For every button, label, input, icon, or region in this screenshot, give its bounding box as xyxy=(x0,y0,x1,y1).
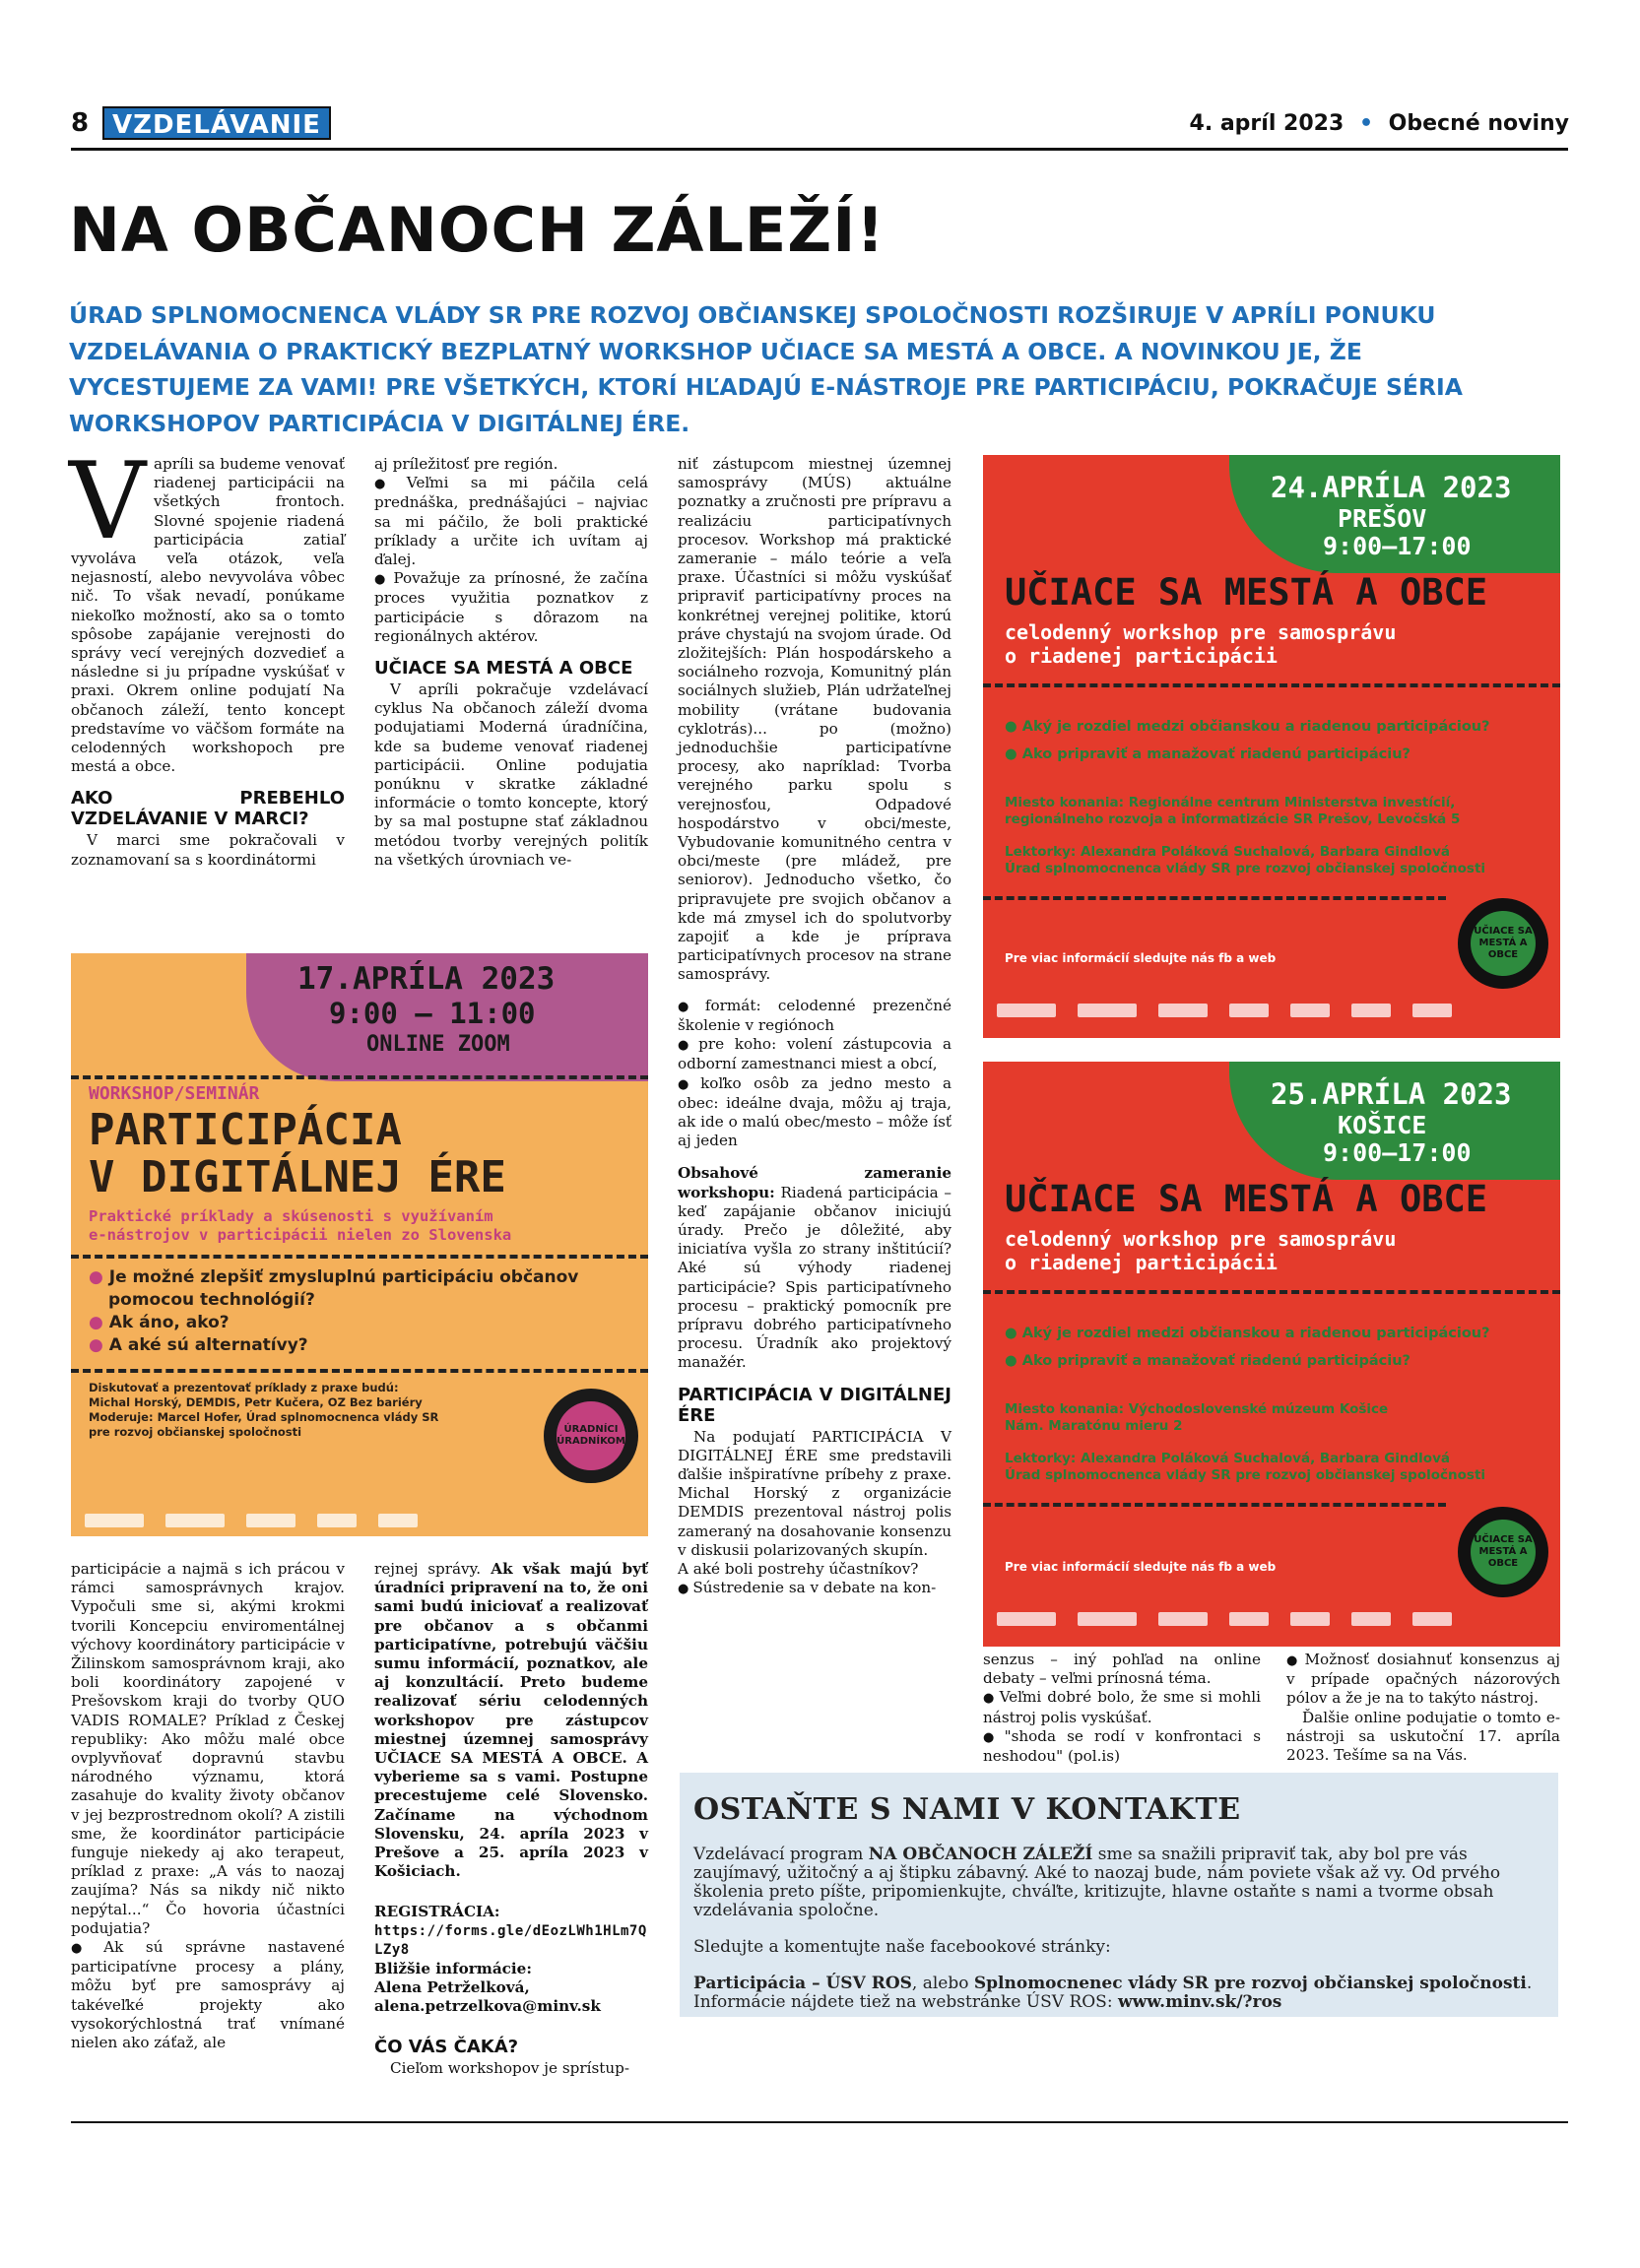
contact-email[interactable]: alena.petrzelkova@minv.sk xyxy=(374,1997,601,2016)
subheading: PARTICIPÁCIA V DIGITÁLNEJ ÉRE xyxy=(678,1384,951,1426)
info-label: Bližšie informácie: xyxy=(374,1960,532,1978)
bullet-dot: ● xyxy=(1005,1326,1017,1341)
website-link[interactable]: www.minv.sk/?ros xyxy=(1117,1992,1282,2012)
poster-date: 17.APRÍLA 2023 xyxy=(297,961,556,997)
question: Aký je rozdiel medzi občianskou a riadenou participáciou? xyxy=(1021,719,1490,735)
more-info: Pre viac informácií sledujte nás fb a web xyxy=(1005,1560,1277,1574)
poster-subtitle: celodenný workshop pre samosprávu xyxy=(1005,620,1397,644)
divider xyxy=(983,683,1560,687)
paragraph: participácie a najmä s ich prácou v rámci samosprávnych krajov. Vypočuli sme si, akými krokmi tvorili Koncepciu enviromentálnej výchovy koordinátory participácie v Žilinskom samosprávnom kraji, ako boli koordinátory zapojené v Prešovskom kraji do tvorby QUO VADIS ROMALE? Príklad z Českej republiky: Ako môžu malé obce ovplyvňovať dopravnú stavbu národného významu, ktorá zasahuje do kvality životy občanov v jej bezprostrednom okolí? A zistili sme, že koordinátor participácie funguje niekedy aj ako terapeut, príklad z praxe: „A vás to naozaj zaujíma? Nás sa nikdy nič nikto nepýtal...“ Čo hovoria účastníci podujatia? xyxy=(71,1560,345,1937)
bullet-dot: ● xyxy=(89,1313,103,1332)
poster-time: 9:00 — 11:00 xyxy=(329,997,536,1030)
poster-kind: WORKSHOP/SEMINÁR xyxy=(89,1083,260,1104)
paragraph: senzus – iný pohľad na online debaty – veľmi prínosná téma. xyxy=(983,1651,1261,1688)
bullet-dot: ● xyxy=(89,1335,103,1355)
poster-subtitle: Praktické príklady a skúsenosti s využívaním xyxy=(89,1207,493,1225)
contact-box xyxy=(680,1773,1558,2017)
paragraph: apríli sa budeme venovať riadenej participácii na všetkých frontoch. Slovné spojenie riadená participácia zatiaľ vyvoláva veľa otázok, veľa nejasností, alebo nevyvoláva vôbec nič. To však nevadí, ponúkame niekoľko možností, ako sa o tomto spôsobe zapájanie verejnosti do správy vecí verejných dozvedieť a následne si ju prípadne vyskúšať v praxi. Okrem online podujatí Na občanoch záleží, tento koncept predstavíme vo väčšom formáte na celodenných workshopoch pre mestá a obce. xyxy=(71,455,345,776)
paragraph xyxy=(374,1560,648,1881)
contact-title: OSTAŇTE S NAMI V KONTAKTE xyxy=(693,1792,1241,1827)
question: pomocou technológií? xyxy=(108,1290,315,1310)
contact-text xyxy=(693,1846,1541,2012)
poster-lecturers xyxy=(1005,1451,1485,1484)
seal-badge xyxy=(1458,898,1548,989)
header-rule xyxy=(71,148,1568,151)
paragraph xyxy=(678,1164,951,1372)
paragraph-text: rejnej správy. xyxy=(374,1560,482,1578)
lecturer-line: Lektorky: Alexandra Poláková Suchalová, Barbara Gindlová xyxy=(1005,1451,1450,1466)
paragraph: Informácie nájdete tiež na webstránke ÚSV ROS: www.minv.sk/?ros xyxy=(693,1992,1282,2012)
lead-line: ÚRAD SPLNOMOCNENCA VLÁDY SR PRE ROZVOJ OBČIANSKEJ SPOLOČNOSTI ROZŠIRUJE V APRÍLI PONUKU xyxy=(69,301,1436,329)
bullet-item: ● formát: celodenné prezenčné školenie v regiónoch xyxy=(678,997,951,1035)
seal-text: UČIACE SA MESTÁ A OBCE xyxy=(1471,911,1536,976)
subheading: ČO VÁS ČAKÁ? xyxy=(374,2036,519,2057)
question: Je možné zlepšiť zmysluplnú participáciu občanov xyxy=(108,1267,579,1287)
paragraph: aj príležitosť pre región. xyxy=(374,455,558,473)
bullet-item: ● Možnosť dosiahnuť konsenzus aj v prípade opačných názorových pólov a že je na to takýto nástroj. xyxy=(1286,1651,1560,1709)
divider xyxy=(71,1075,648,1079)
partner-logos xyxy=(997,1609,1546,1629)
credit-line: pre rozvoj občianskej spoločnosti xyxy=(89,1425,302,1439)
paragraph: Sledujte a komentujte naše facebookové stránky: xyxy=(693,1937,1111,1957)
poster-online-zoom xyxy=(71,953,648,1536)
poster-title: UČIACE SA MESTÁ A OBCE xyxy=(1005,571,1488,614)
bullet-dot: ● xyxy=(1005,746,1017,762)
poster-subtitle: e-nástrojov v participácii nielen zo Slovenska xyxy=(89,1226,512,1244)
poster-subtitle: o riadenej participácii xyxy=(1005,1251,1278,1274)
poster-credits xyxy=(89,1381,438,1440)
partner-logos xyxy=(997,1001,1546,1020)
fb-page-link[interactable]: Participácia – ÚSV ROS xyxy=(693,1974,912,1993)
article-column-2 xyxy=(374,455,648,870)
poster-venue xyxy=(1005,795,1460,828)
poster-title: V DIGITÁLNEJ ÉRE xyxy=(89,1152,506,1202)
lecturer-line: Úrad splnomocnenca vlády SR pre rozvoj občianskej spoločnosti xyxy=(1005,861,1486,876)
article-lead xyxy=(69,297,1566,441)
paragraph: Participácia – ÚSV ROS, alebo Splnomocnenec vlády SR pre rozvoj občianskej spoločnosti. xyxy=(693,1974,1533,1993)
venue-line: Nám. Maratónu mieru 2 xyxy=(1005,1418,1183,1434)
divider xyxy=(983,896,1446,900)
paragraph-text: Riadená participácia – keď zapájanie občanov iniciujú úrady. Prečo je dôležité, aby iniciatíva vyšla zo strany inštitúcií? Aké sú výhody riadenej participácie? Spis participatívneho procesu – praktický pomocník pre prípravu dobrého participatívneho procesu. Úradník ako projektový manažér. xyxy=(678,1183,951,1372)
poster-time: 9:00–17:00 xyxy=(1323,532,1472,560)
poster-presov xyxy=(983,455,1560,1038)
lead-line: VZDELÁVANIA O PRAKTICKÝ BEZPLATNÝ WORKSHOP UČIACE SA MESTÁ A OBCE. A NOVINKOU JE, ŽE xyxy=(69,337,1362,365)
article-column-bottom-1 xyxy=(71,1560,345,2052)
article-column-bottom-2 xyxy=(374,1560,648,2078)
divider xyxy=(71,1255,648,1259)
article-title: NA OBČANOCH ZÁLEŽÍ! xyxy=(69,194,886,266)
bullet-dot: ● xyxy=(1005,719,1017,735)
seal-badge xyxy=(1458,1507,1548,1597)
poster-subtitle: celodenný workshop pre samosprávu xyxy=(1005,1227,1397,1251)
poster-lecturers xyxy=(1005,844,1485,877)
venue-line: Miesto konania: Východoslovenské múzeum Košice xyxy=(1005,1401,1389,1417)
poster-date: 25.APRÍLA 2023 xyxy=(1271,1077,1512,1111)
lead-line: WORKSHOPOV PARTICIPÁCIA V DIGITÁLNEJ ÉRE. xyxy=(69,409,690,437)
poster-title: PARTICIPÁCIA xyxy=(89,1105,402,1155)
more-info: Pre viac informácií sledujte nás fb a web xyxy=(1005,951,1277,965)
question: Aký je rozdiel medzi občianskou a riadenou participáciou? xyxy=(1021,1326,1490,1341)
question: Ako pripraviť a manažovať riadenú participáciu? xyxy=(1021,1353,1410,1369)
bullet-item: ● Veľmi sa mi páčila celá prednáška, prednášajúci – najviac sa mi páčilo, že boli praktické príklady a určite ich uvítam aj ďalej. xyxy=(374,474,648,569)
poster-questions xyxy=(1005,1320,1490,1375)
question: Ako pripraviť a manažovať riadenú participáciu? xyxy=(1021,746,1410,762)
seal-text: ÚRADNÍCI ÚRADNÍKOM xyxy=(557,1401,625,1470)
bold-text: NA OBČANOCH ZÁLEŽÍ xyxy=(868,1845,1093,1864)
bullet-item: ● Ak sú správne nastavené participatívne procesy a plány, môžu byť pre samosprávy aj takéveľké projekty ako vysokorýchlostná trať vnímané nielen ako záťaž, ale xyxy=(71,1938,345,2052)
poster-title: UČIACE SA MESTÁ A OBCE xyxy=(1005,1178,1488,1220)
article-column-bottom-3 xyxy=(983,1651,1261,1766)
seal-badge xyxy=(544,1389,638,1483)
divider xyxy=(71,1369,648,1373)
paragraph: niť zástupcom miestnej územnej samosprávy (MÚS) aktuálne poznatky a zručnosti pre prípravu a realizáciu participatívnych procesov. Workshop má praktické zameranie – málo teórie a veľa praxe. Účastníci si môžu vyskúšať pripraviť participatívny proces na konkrétnej verejnej politike, ktorú práve chystajú na svojom úrade. Od zložitejších: Plán hospodárskeho a sociálneho rozvoja, Komunitný plán sociálnych služieb, Plán udržateľnej mobility (vrátane budovania cyklotrás)... po (možno) jednoduchšie participatívne procesy, ako napríklad: Tvorba verejného parku spolu s verejnosťou, Odpadové hospodárstvo v obci/meste, Vybudovanie komunitného centra v obci/meste (pre mládež, pre seniorov). Jednoducho všetko, čo pripravujete pre svojich občanov a kde má zmysel ich do spolutvorby zapojiť a kde je príprava participatívnych procesov na strane samosprávy. xyxy=(678,455,951,984)
poster-questions xyxy=(89,1266,578,1357)
section-label: VZDELÁVANIE xyxy=(102,106,331,140)
poster-kosice xyxy=(983,1062,1560,1647)
registration-label: REGISTRÁCIA: xyxy=(374,1903,500,1921)
subheading: UČIACE SA MESTÁ A OBCE xyxy=(374,658,633,680)
fb-page-link[interactable]: Splnomocnenec vlády SR pre rozvoj občianskej spoločnosti xyxy=(973,1974,1527,1993)
bold-lead: Obsahové zameranie workshopu: xyxy=(678,1164,951,1201)
lecturer-line: Úrad splnomocnenca vlády SR pre rozvoj občianskej spoločnosti xyxy=(1005,1467,1486,1483)
paragraph: Vzdelávací program NA OBČANOCH ZÁLEŽÍ sme sa snažili pripraviť tak, aby bol pre vás zaujímavý, užitočný a aj štipku zábavný. Aké to naozaj bude, nám poviete však až vy. Od prvého školenia preto píšte, pripomienkujte, chváľte, kritizujte, hlavne ostaňte s nami a tvorme obsah vzdelávania spoločne. xyxy=(693,1845,1501,1920)
publication-name: Obecné noviny xyxy=(1388,111,1569,136)
bullet-item: ● Sústredenie sa v debate na kon- xyxy=(678,1579,951,1598)
lecturer-line: Lektorky: Alexandra Poláková Suchalová, Barbara Gindlová xyxy=(1005,844,1450,860)
poster-venue xyxy=(1005,1401,1388,1435)
partner-logos xyxy=(85,1511,634,1530)
poster-date: 24.APRÍLA 2023 xyxy=(1271,471,1512,504)
registration-link[interactable]: https://forms.gle/dEozLWh1HLm7QLZy8 xyxy=(374,1922,647,1958)
poster-city: PREŠOV xyxy=(1338,504,1427,533)
bullet-item: ● Veľmi dobré bolo, že sme si mohli nástroj polis vyskúšať. xyxy=(983,1688,1261,1726)
bullet-dot: ● xyxy=(89,1267,103,1287)
paragraph: V apríli pokračuje vzdelávací cyklus Na občanoch záleží dvoma podujatiami Moderná úradníčina, kde sa budeme venovať riadenej participácii. Online podujatia ponúknu v skratke základné informácie o tomto koncepte, ktorý by sa mal postupne stať základnou metódou tvorby verejných politík na všetkých úrovniach ve- xyxy=(374,680,648,869)
credit-line: Moderuje: Marcel Hofer, Úrad splnomocnenca vlády SR xyxy=(89,1410,439,1424)
page-number: 8 xyxy=(71,108,90,138)
article-column-bottom-4 xyxy=(1286,1651,1560,1765)
article-column-3 xyxy=(678,455,951,1598)
venue-line: regionálneho rozvoja a informatizácie SR Prešov, Levočská 5 xyxy=(1005,811,1461,827)
bullet-item: ● Považuje za prínosné, že začína proces využitia poznatkov z participácie s dôrazom na regionálnych aktérov. xyxy=(374,569,648,646)
bullet-dot: ● xyxy=(1005,1353,1017,1369)
contact-name: Alena Petrželková, xyxy=(374,1978,530,1997)
seal-text: UČIACE SA MESTÁ A OBCE xyxy=(1471,1520,1536,1585)
subheading: AKO PREBEHLO VZDELÁVANIE V MARCI? xyxy=(71,788,345,830)
lead-line: VYCESTUJEME ZA VAMI! PRE VŠETKÝCH, KTORÍ HĽADAJÚ E-NÁSTROJE PRE PARTICIPÁCIU, POKRAČUJE SÉRIA xyxy=(69,373,1463,401)
bullet-item: ● pre koho: volení zástupcovia a odborní zamestnanci miest a obcí, xyxy=(678,1035,951,1073)
poster-place: ONLINE ZOOM xyxy=(366,1032,510,1057)
question: A aké sú alternatívy? xyxy=(108,1335,308,1355)
credit-line: Diskutovať a prezentovať príklady z praxe budú: xyxy=(89,1381,399,1394)
paragraph: Ďalšie online podujatie o tomto e-nástroji sa uskutoční 17. apríla 2023. Tešíme sa na Vás. xyxy=(1286,1708,1560,1765)
issue-info xyxy=(1190,109,1569,139)
separator-dot: • xyxy=(1358,111,1373,136)
paragraph: Na podujatí PARTICIPÁCIA V DIGITÁLNEJ ÉRE sme predstavili ďalšie inšpiratívne príbehy z praxe. Michal Horský z organizácie DEMDIS prezentoval nástroj polis zameraný na dosahovanie konsenzu v diskusii polarizovaných skupín. xyxy=(678,1427,951,1559)
paragraph: A aké boli postrehy účastníkov? xyxy=(678,1559,919,1578)
paragraph: Cieľom workshopov je sprístup- xyxy=(390,2058,629,2077)
issue-date: 4. apríl 2023 xyxy=(1189,111,1345,136)
drop-cap: V xyxy=(69,440,146,563)
paragraph: V marci sme pokračovali v zoznamovaní sa s koordinátormi xyxy=(71,831,345,869)
poster-subtitle: o riadenej participácii xyxy=(1005,644,1278,668)
footer-rule xyxy=(71,2121,1568,2123)
poster-time: 9:00–17:00 xyxy=(1323,1138,1472,1167)
venue-line: Miesto konania: Regionálne centrum Ministerstva investícií, xyxy=(1005,795,1456,810)
bullet-item: ● koľko osôb za jedno mesto a obec: ideálne dvaja, môžu aj traja, ak ide o malú obec/mesto – môže ísť aj jeden xyxy=(678,1074,951,1151)
divider xyxy=(983,1290,1560,1294)
question: Ak áno, ako? xyxy=(108,1313,230,1332)
article-column-1 xyxy=(69,440,345,870)
credit-line: Michal Horský, DEMDIS, Petr Kučera, OZ Bez bariéry xyxy=(89,1395,423,1409)
bullet-item: ● "shoda se rodí v konfrontaci s neshodou" (pol.is) xyxy=(983,1727,1261,1766)
divider xyxy=(983,1503,1446,1507)
bold-text: Ak však majú byť úradníci pripravení na to, že oni sami budú iniciovať a realizovať pre občanov a s občanmi participatívne, potrebujú väčšiu sumu informácií, poznatkov, ale aj konzultácií. Preto budeme realizovať sériu celodenných workshopov pre zástupcov miestnej územnej samosprávy UČIACE SA MESTÁ A OBCE. A vyberieme sa s vami. Postupne precestujeme celé Slovensko. Začíname na východnom Slovensku, 24. apríla 2023 v Prešove a 25. apríla 2023 v Košiciach. xyxy=(374,1560,648,1881)
poster-questions xyxy=(1005,713,1490,768)
poster-city: KOŠICE xyxy=(1338,1111,1427,1139)
